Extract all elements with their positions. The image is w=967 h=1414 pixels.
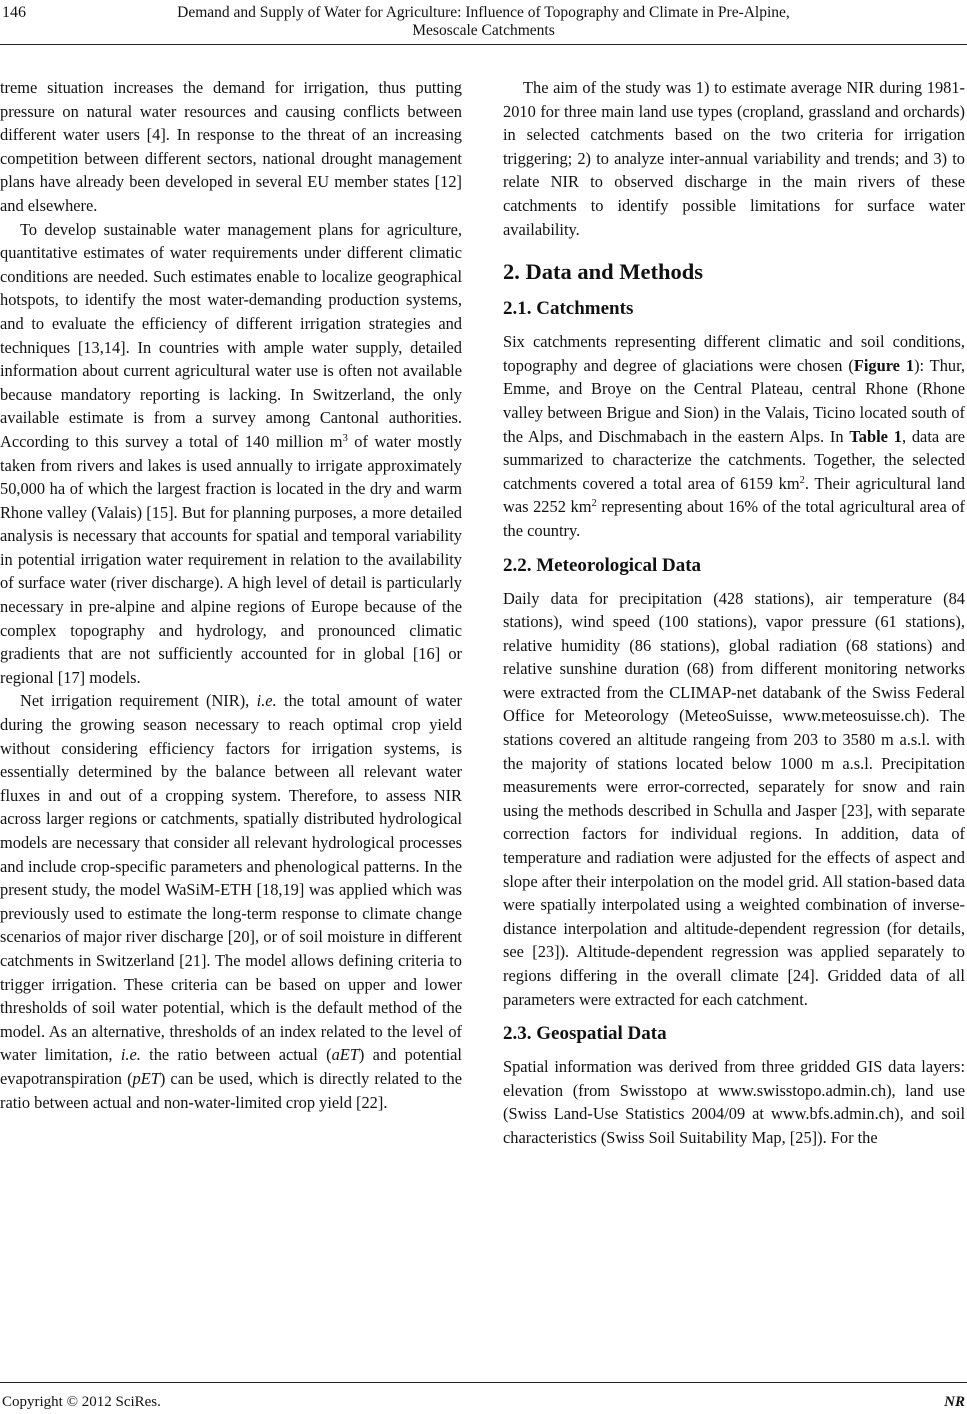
paragraph: The aim of the study was 1) to estimate average NIR during 1981-2010 for three main land use types (cropland, grassland and orchards) in selected catchments based on the two criteria for irrigation triggering; 2) to analyze inter-annual variability and trends; and 3) to relate NIR to observed discharge in the main rivers of these catchments to identify possible limitations for surface water availability. [503, 78, 965, 239]
text-run: , data are summarized to characterize the catchments. Together, the selected catchments covered a total area of 6159 km [503, 426, 965, 493]
text-run: ) and potential evapotranspiration ( [0, 1045, 462, 1088]
superscript: 2 [799, 474, 805, 486]
subsection-heading: 2.3. Geospatial Data [503, 1023, 667, 1045]
text-run: ): Thur, Emme, and Broye on the Central Plateau, central Rhone (Rhone valley between Brigue and Sion) in the Valais, Ticino located south of the Alps, and Dischmabach in the eastern Alps. In [503, 355, 965, 446]
subsection-heading: 2.1. Catchments [503, 298, 634, 320]
superscript: 2 [591, 498, 597, 510]
running-title-line-2: Mesoscale Catchments [412, 22, 555, 39]
superscript: 3 [342, 432, 348, 444]
text-run: the ratio between actual ( [140, 1045, 332, 1065]
italic-abbrev: i.e. [256, 691, 277, 711]
text-run: To develop sustainable water management plans for agriculture, quantitative estimates of water requirements under different climatic conditions are needed. Such estimates enable to localize geographical hotspots, to identify the most water-demanding production systems, and to evaluate the efficiency of different irrigation strategies and techniques [13,14]. In countries with ample water supply, detailed information about current agricultural water use is often not available because mandatory reporting is lacking. In Switzerland, the only available estimate is from a survey among Cantonal authorities. According to this survey a total of 140 million m [0, 219, 462, 451]
journal-abbreviation: NR [944, 1394, 965, 1410]
paragraph: treme situation increases the demand for irrigation, thus putting pressure on natural water resources and causing conflicts between different water users [4]. In response to the threat of an increasing competition between different sectors, national drought management plans have already been developed in several EU member states [12] and elsewhere. [0, 78, 462, 215]
text-run: Six catchments representing different climatic and soil conditions, topography and degree of glaciations were chosen ( [503, 332, 965, 375]
running-title-line-1: Demand and Supply of Water for Agriculture: Influence of Topography and Climate in Pre-Alpine, [177, 4, 790, 21]
italic-term: aET [331, 1045, 359, 1065]
subsection-heading: 2.2. Meteorological Data [503, 554, 702, 576]
text-run: . Their agricultural land was 2252 km [503, 473, 965, 517]
footer-divider [0, 1382, 967, 1383]
text-run: Net irrigation requirement (NIR), [20, 691, 257, 711]
text-run: ) can be used, which is directly related to the ratio between actual and non-water-limited crop yield [22]. [0, 1068, 462, 1112]
page-header [0, 4, 967, 40]
copyright-notice: Copyright © 2012 SciRes. [2, 1394, 161, 1410]
header-divider [0, 44, 967, 45]
paragraph [0, 218, 462, 690]
page-number: 146 [2, 4, 26, 21]
table-reference: Table 1 [849, 426, 902, 446]
figure-reference: Figure 1 [853, 355, 915, 375]
running-title [60, 4, 907, 40]
italic-term: pET [132, 1068, 160, 1088]
paragraph [503, 330, 965, 542]
paragraph: Daily data for precipitation (428 stations), air temperature (84 stations), wind speed (100 stations), vapor pressure (61 stations), relative humidity (86 stations), global radiation (68 stations) and relative sunshine duration (68) from different monitoring networks were extracted from the CLIMAP-net databank of the Swiss Federal Office for Meteorology (MeteoSuisse, www.meteosuisse.ch). The stations covered an altitude rangeing from 203 to 3580 m a.s.l. with the majority of stations located below 1000 m a.s.l. Precipitation measurements were error-corrected, separately for snow and rain using the methods described in Schulla and Jasper [23], with separate correction factors for individual regions. In addition, data of temperature and radiation were adjusted for the effects of aspect and slope after their interpolation on the model grid. All station-based data were spatially interpolated using a weighted combination of inverse-distance interpolation and altitude-dependent regression (for details, see [23]). Altitude-dependent regression was applied separately to regions differing in the overall climate [24]. Gridded data of all parameters were extracted for each catchment. [503, 588, 965, 1009]
text-run: of water mostly taken from rivers and lakes is used annually to irrigate approximately 50,000 ha of which the largest fraction is located in the dry and warm Rhone valley (Valais) [15]. But for planning purposes, a more detailed analysis is necessary that accounts for spatial and temporal variability in potential irrigation water requirement in relation to the availability of surface water (river discharge). A high level of detail is particularly necessary in pre-alpine and alpine regions of Europe because of the complex topography and hydrology, and pronounced climatic gradients that are not sufficiently accounted for in global [16] or regional [17] models. [0, 431, 462, 687]
paragraph: Spatial information was derived from three gridded GIS data layers: elevation (from Swisstopo at www.swisstopo.admin.ch), land use (Swiss Land-Use Statistics 2004/09 at www.bfs.admin.ch), and soil characteristics (Swiss Soil Suitability Map, [25]). For the [503, 1057, 965, 1147]
paragraph [0, 689, 462, 1114]
left-column [0, 76, 462, 1114]
italic-abbrev: i.e. [120, 1045, 141, 1065]
text-run: representing about 16% of the total agricultural area of the country. [503, 497, 965, 540]
section-heading: 2. Data and Methods [503, 259, 704, 285]
text-run: the total amount of water during the growing season necessary to reach optimal crop yield without considering efficiency factors for irrigation systems, is essentially determined by the balance between all relevant water fluxes in and out of a cropping system. Therefore, to assess NIR across larger regions or catchments, spatially distributed hydrological models are necessary that consider all relevant hydrological processes and include crop-specific parameters and phenological patterns. In the present study, the model WaSiM-ETH [18,19] was applied which was previously used to estimate the long-term response to climate change scenarios of major river discharge [20], or of soil moisture in different catchments in Switzerland [21]. The model allows defining criteria to trigger irrigation. These criteria can be based on upper and lower thresholds of soil water potential, which is the default method of the model. As an alternative, thresholds of an index related to the level of water limitation, [0, 691, 462, 1065]
right-column [503, 76, 965, 1150]
